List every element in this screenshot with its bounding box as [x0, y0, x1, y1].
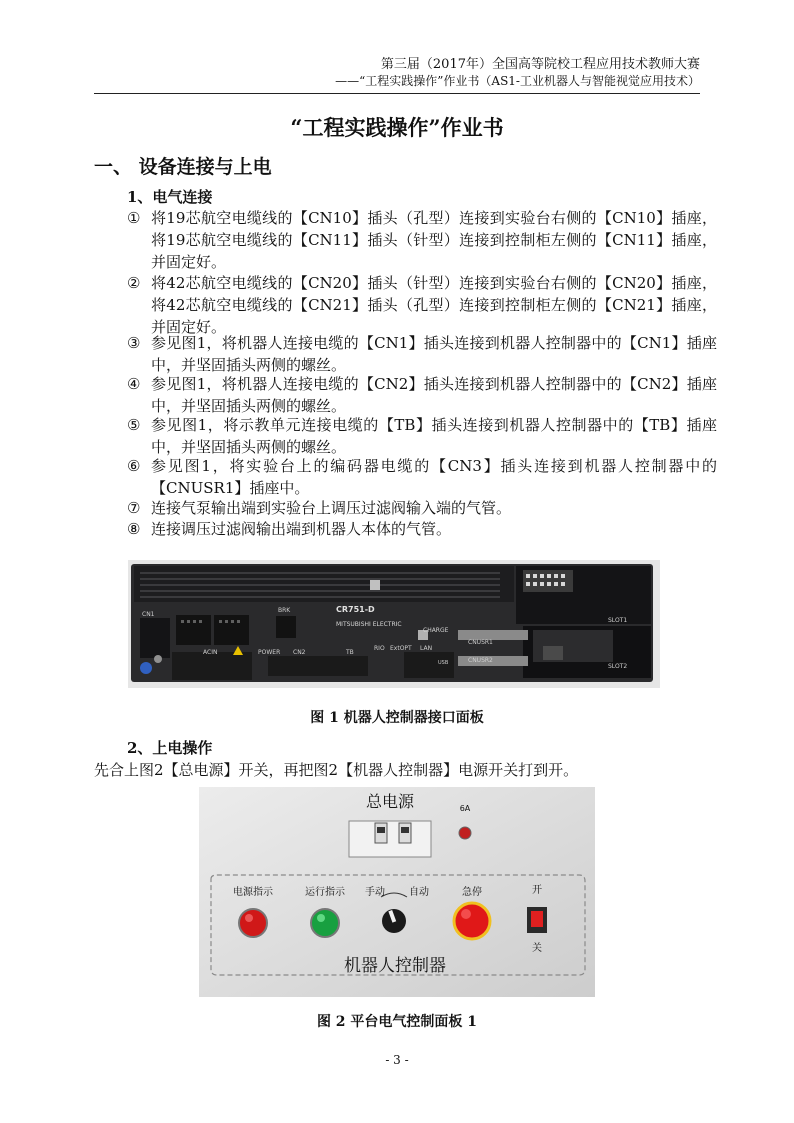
list-item-number: ⑧: [127, 520, 141, 538]
cnusr2-label: CNUSR2: [468, 657, 493, 664]
list-item-text: 参见图1，将机器人连接电缆的【CN1】插头连接到机器人控制器中的【CN1】插座中，并坚固插头两侧的螺丝。: [151, 334, 717, 374]
lan-label: LAN: [420, 645, 433, 652]
emergency-stop-label: 急停: [462, 887, 482, 898]
list-item-text: 参见图1，将机器人连接电缆的【CN2】插头连接到机器人控制器中的【CN2】插座中，并坚固插头两侧的螺丝。: [151, 375, 717, 415]
section-heading: 一、 设备连接与上电: [94, 156, 272, 178]
slot2-label: SLOT2: [608, 663, 628, 670]
main-power-label: 总电源: [365, 792, 415, 811]
page-number: - 3 -: [385, 1053, 409, 1067]
controller-interface-panel-photo: [128, 560, 660, 688]
list-item-number: ④: [127, 375, 141, 393]
extopt-label: ExtOPT: [390, 645, 412, 652]
list-item: [127, 455, 717, 499]
switch-on-label: 开: [532, 885, 542, 896]
cnusr1-label: CNUSR1: [468, 639, 493, 646]
manual-mode-label: 手动: [365, 887, 385, 898]
list-item-text: 将42芯航空电缆线的【CN20】插头（针型）连接到实验台右侧的【CN20】插座，将42芯航空电缆线的【CN21】插头（孔型）连接到控制柜左侧的【CN21】插座，并固定好。: [151, 274, 717, 336]
figure1-caption: 图 1 机器人控制器接口面板: [310, 710, 484, 726]
header-competition-title: 第三届（2017年）全国高等院校工程应用技术教师大赛: [380, 57, 700, 72]
list-item: [127, 414, 717, 458]
list-item-text: 参见图1，将实验台上的编码器电缆的【CN3】插头连接到机器人控制器中的【CNUSR1】插座中。: [151, 457, 717, 497]
list-item-text: 连接调压过滤阀输出端到机器人本体的气管。: [151, 520, 452, 538]
power-label: POWER: [258, 649, 281, 656]
power-indicator-label: 电源指示: [233, 887, 273, 898]
subsection-heading-electrical: 1、电气连接: [127, 188, 213, 206]
list-item-number: ②: [127, 274, 141, 292]
list-item: [127, 332, 717, 376]
run-indicator-label: 运行指示: [305, 887, 345, 898]
cn1-label: CN1: [142, 611, 155, 618]
list-item-number: ③: [127, 334, 141, 352]
brand-logo-text: MITSUBISHI ELECTRIC: [336, 621, 402, 628]
list-item-text: 连接气泵输出端到实验台上调压过滤阀输入端的气管。: [151, 499, 512, 517]
list-item: [127, 272, 717, 338]
electrical-control-panel-photo: [199, 787, 595, 997]
charge-label: CHARGE: [423, 627, 449, 634]
header-divider: [94, 93, 700, 94]
slot1-label: SLOT1: [608, 617, 628, 624]
switch-off-label: 关: [532, 943, 542, 954]
figure2-caption: 图 2 平台电气控制面板 1: [316, 1014, 478, 1030]
robot-controller-panel-label: 机器人控制器: [344, 956, 446, 976]
list-item-number: ⑥: [127, 457, 141, 475]
acin-label: ACIN: [203, 649, 218, 656]
model-label: CR751-D: [336, 605, 375, 614]
subsection-heading-power-on: 2、上电操作: [127, 739, 213, 757]
usb-label: USB: [438, 660, 449, 666]
brk-label: BRK: [278, 607, 291, 614]
list-item-text: 参见图1，将示教单元连接电缆的【TB】插头连接到机器人控制器中的【TB】插座中，并坚固插头两侧的螺丝。: [151, 416, 717, 456]
document-title: “工程实践操作”作业书: [290, 115, 504, 140]
list-item-number: ⑦: [127, 499, 141, 517]
list-item-number: ①: [127, 209, 141, 227]
list-item-text: 将19芯航空电缆线的【CN10】插头（孔型）连接到实验台右侧的【CN10】插座，将19芯航空电缆线的【CN11】插头（针型）连接到控制柜左侧的【CN11】插座，并固定好。: [151, 209, 717, 271]
power-on-instruction: 先合上图2【总电源】开关，再把图2【机器人控制器】电源开关打到开。: [94, 761, 579, 779]
tb-label: TB: [346, 649, 354, 656]
rio-label: RIO: [374, 645, 385, 652]
list-item: [127, 207, 717, 273]
list-item: [127, 497, 717, 519]
list-item: [127, 518, 717, 540]
list-item-number: ⑤: [127, 416, 141, 434]
auto-mode-label: 自动: [409, 887, 429, 898]
fuse-rating-label: 6A: [459, 804, 471, 813]
cn2-label: CN2: [293, 649, 306, 656]
header-document-subtitle: ——“工程实践操作”作业书（AS1-工业机器人与智能视觉应用技术）: [335, 74, 700, 88]
list-item: [127, 373, 717, 417]
